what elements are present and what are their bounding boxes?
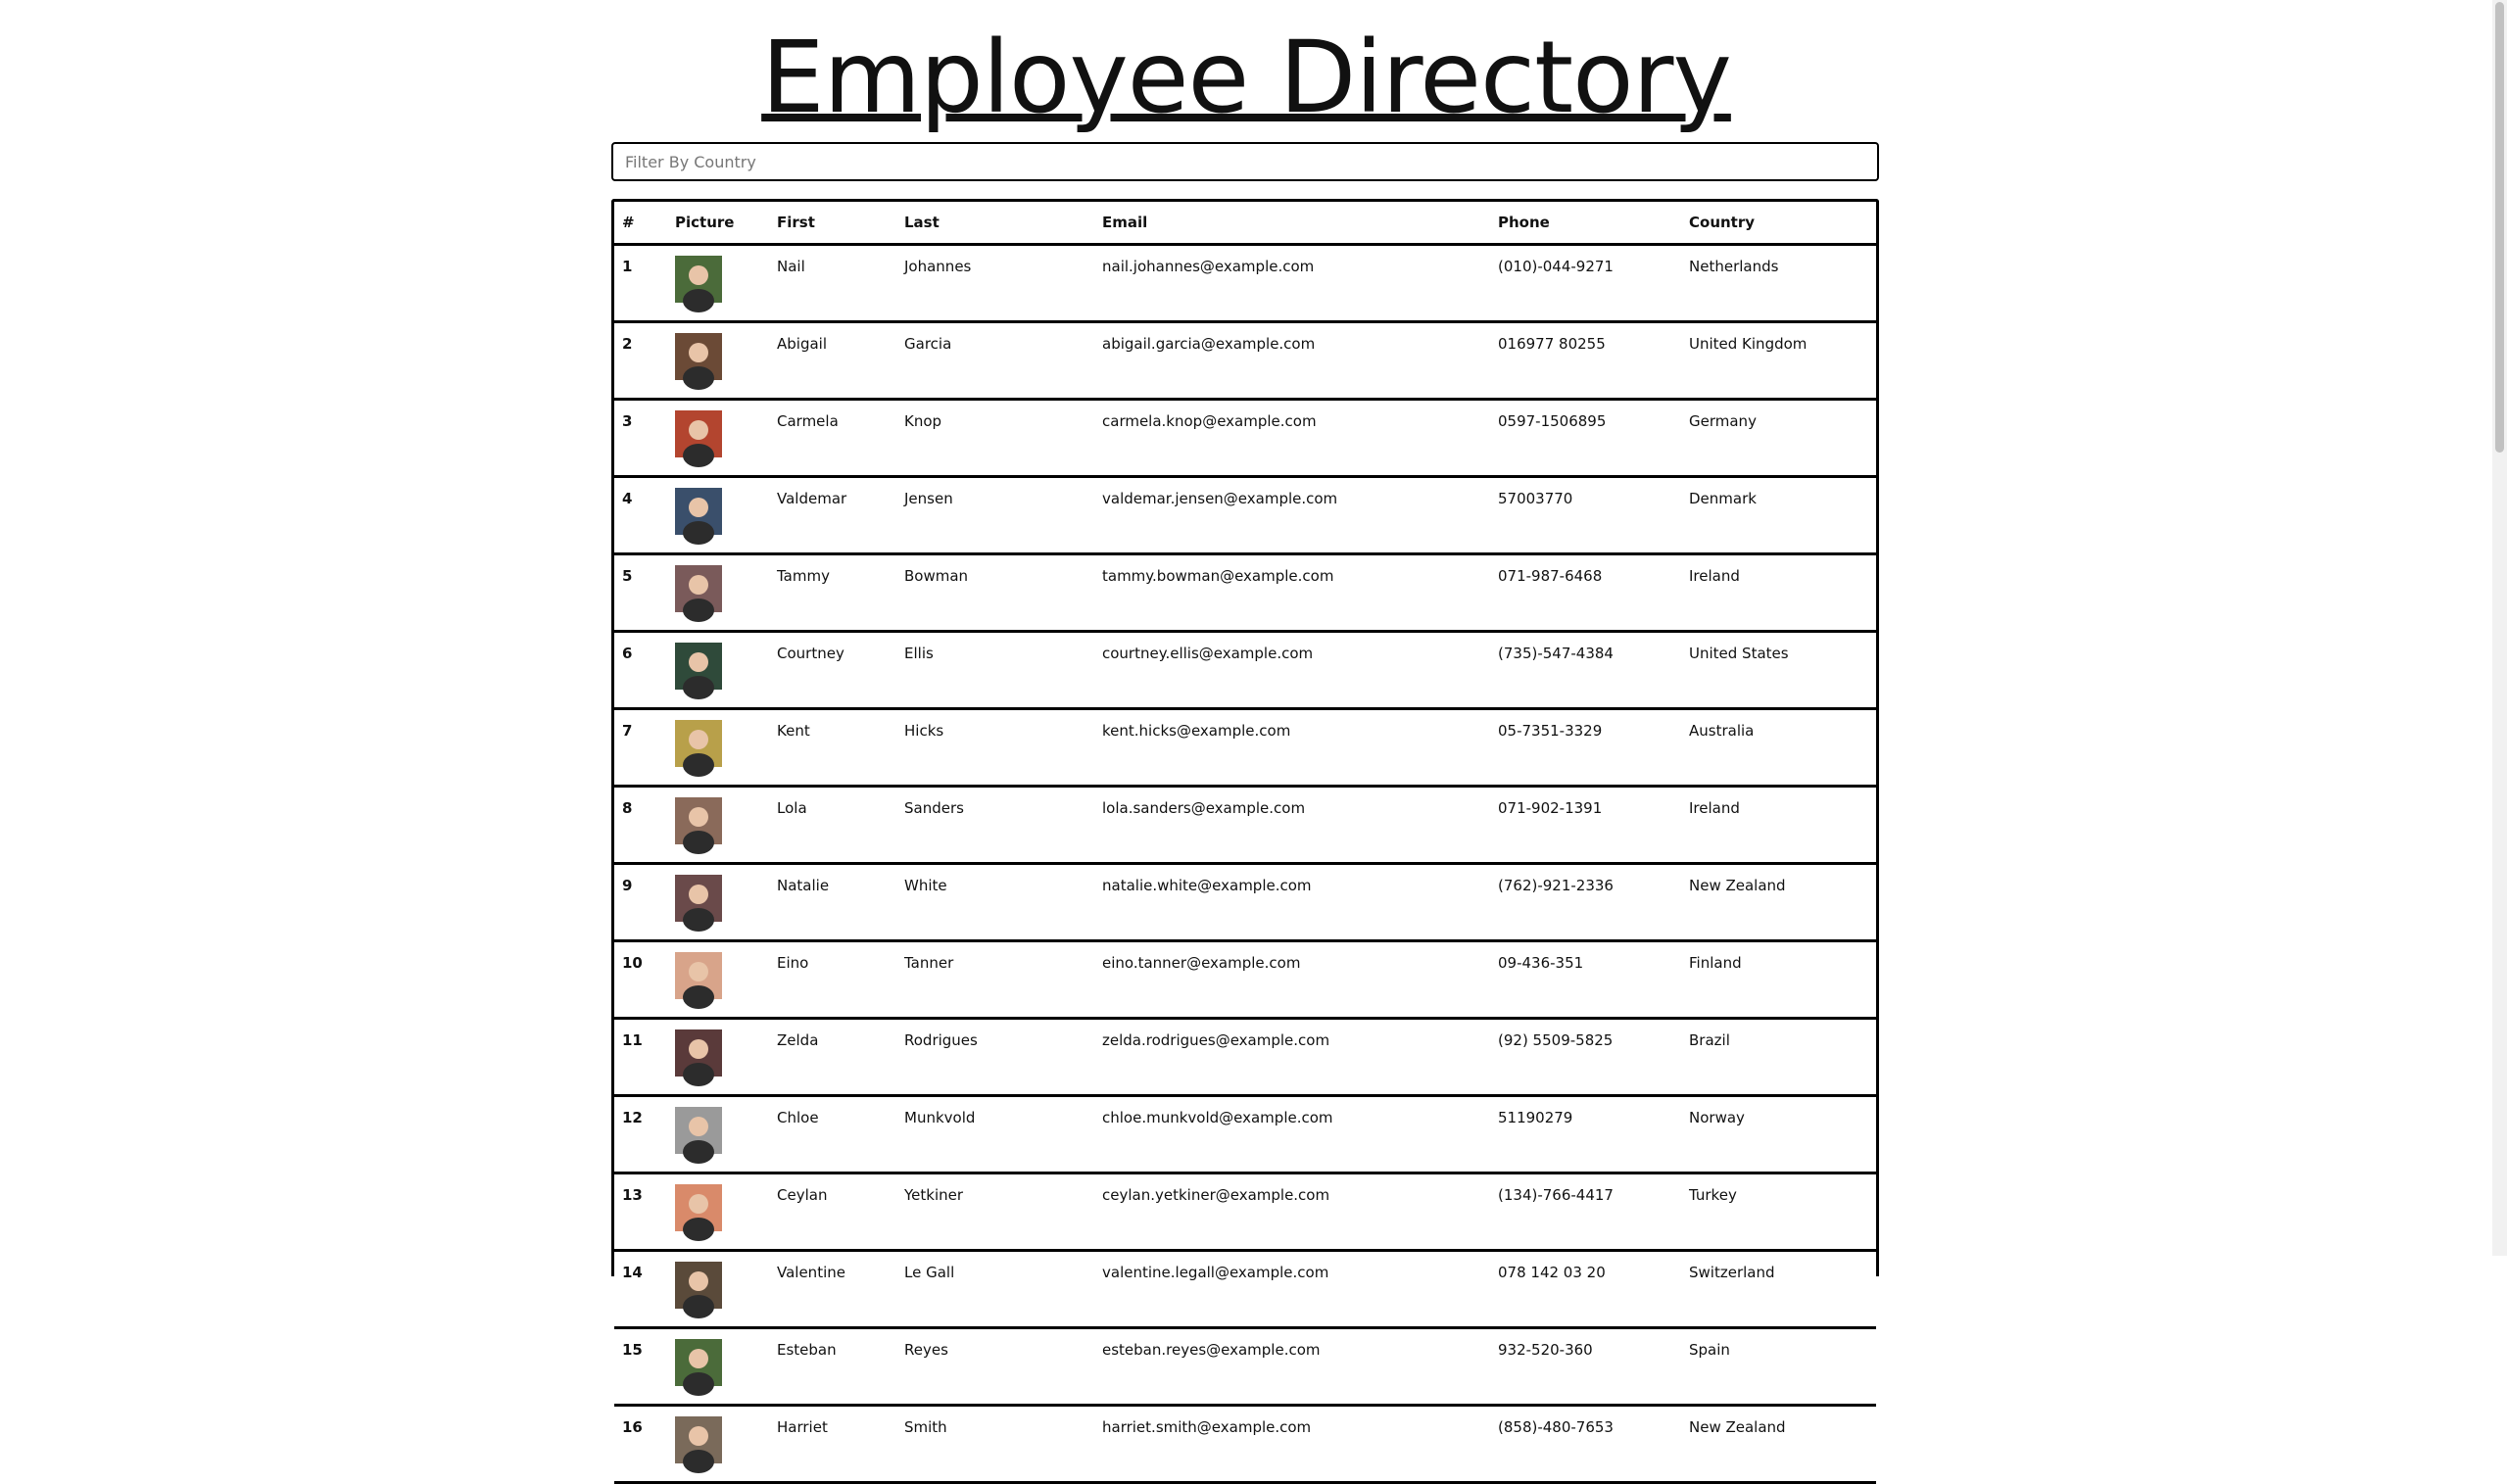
table-header-row xyxy=(614,202,1876,245)
cell-num: 12 xyxy=(614,1096,667,1173)
table-row xyxy=(614,400,1876,477)
cell-last: Reyes xyxy=(896,1328,1094,1406)
cell-phone: 05-7351-3329 xyxy=(1490,709,1681,787)
cell-country: Turkey xyxy=(1681,1173,1876,1251)
cell-phone: 51190279 xyxy=(1490,1096,1681,1173)
cell-phone: 932-520-360 xyxy=(1490,1328,1681,1406)
cell-num: 8 xyxy=(614,787,667,864)
cell-country: Germany xyxy=(1681,400,1876,477)
cell-country: Australia xyxy=(1681,709,1876,787)
cell-email: kent.hicks@example.com xyxy=(1094,709,1490,787)
cell-num: 15 xyxy=(614,1328,667,1406)
table-row xyxy=(614,245,1876,322)
cell-num: 11 xyxy=(614,1019,667,1096)
cell-country: Ireland xyxy=(1681,787,1876,864)
cell-picture xyxy=(667,1096,769,1173)
avatar-icon xyxy=(675,1339,722,1386)
cell-num: 4 xyxy=(614,477,667,554)
avatar-icon xyxy=(675,720,722,767)
cell-phone: 071-987-6468 xyxy=(1490,554,1681,632)
header-num[interactable]: # xyxy=(614,202,667,245)
cell-email: valentine.legall@example.com xyxy=(1094,1251,1490,1328)
cell-first: Zelda xyxy=(769,1019,896,1096)
cell-num: 10 xyxy=(614,941,667,1019)
cell-first: Valdemar xyxy=(769,477,896,554)
header-phone[interactable]: Phone xyxy=(1490,202,1681,245)
cell-email: zelda.rodrigues@example.com xyxy=(1094,1019,1490,1096)
cell-picture xyxy=(667,400,769,477)
cell-first: Tammy xyxy=(769,554,896,632)
avatar-icon xyxy=(675,875,722,922)
cell-email: nail.johannes@example.com xyxy=(1094,245,1490,322)
header-picture: Picture xyxy=(667,202,769,245)
cell-phone: 57003770 xyxy=(1490,477,1681,554)
avatar-icon xyxy=(675,1416,722,1463)
cell-num: 13 xyxy=(614,1173,667,1251)
avatar-icon xyxy=(675,333,722,380)
cell-country: Spain xyxy=(1681,1328,1876,1406)
cell-first: Eino xyxy=(769,941,896,1019)
table-row xyxy=(614,1328,1876,1406)
cell-country: New Zealand xyxy=(1681,864,1876,941)
cell-last: Yetkiner xyxy=(896,1173,1094,1251)
cell-last: Johannes xyxy=(896,245,1094,322)
avatar-icon xyxy=(675,565,722,612)
cell-last: Hicks xyxy=(896,709,1094,787)
table-row xyxy=(614,864,1876,941)
cell-country: New Zealand xyxy=(1681,1406,1876,1483)
cell-phone: (134)-766-4417 xyxy=(1490,1173,1681,1251)
cell-last: Knop xyxy=(896,400,1094,477)
scrollbar-thumb[interactable] xyxy=(2495,2,2504,453)
cell-picture xyxy=(667,1328,769,1406)
cell-num: 1 xyxy=(614,245,667,322)
cell-last: Bowman xyxy=(896,554,1094,632)
cell-first: Abigail xyxy=(769,322,896,400)
cell-picture xyxy=(667,245,769,322)
cell-country: Switzerland xyxy=(1681,1251,1876,1328)
page-scrollbar[interactable] xyxy=(2492,0,2507,1256)
cell-last: Le Gall xyxy=(896,1251,1094,1328)
table-row xyxy=(614,1173,1876,1251)
cell-country: United States xyxy=(1681,632,1876,709)
cell-country: Norway xyxy=(1681,1096,1876,1173)
cell-email: carmela.knop@example.com xyxy=(1094,400,1490,477)
avatar-icon xyxy=(675,952,722,999)
header-last[interactable]: Last xyxy=(896,202,1094,245)
cell-email: natalie.white@example.com xyxy=(1094,864,1490,941)
cell-first: Courtney xyxy=(769,632,896,709)
cell-picture xyxy=(667,941,769,1019)
cell-phone: 016977 80255 xyxy=(1490,322,1681,400)
cell-email: lola.sanders@example.com xyxy=(1094,787,1490,864)
cell-picture xyxy=(667,1173,769,1251)
cell-phone: (858)-480-7653 xyxy=(1490,1406,1681,1483)
page-title: Employee Directory xyxy=(761,20,1731,136)
cell-first: Carmela xyxy=(769,400,896,477)
cell-picture xyxy=(667,477,769,554)
cell-phone: (735)-547-4384 xyxy=(1490,632,1681,709)
cell-num: 9 xyxy=(614,864,667,941)
cell-email: harriet.smith@example.com xyxy=(1094,1406,1490,1483)
cell-num: 7 xyxy=(614,709,667,787)
table-row xyxy=(614,1251,1876,1328)
header-first[interactable]: First xyxy=(769,202,896,245)
cell-picture xyxy=(667,322,769,400)
cell-country: United Kingdom xyxy=(1681,322,1876,400)
cell-email: tammy.bowman@example.com xyxy=(1094,554,1490,632)
cell-last: White xyxy=(896,864,1094,941)
cell-last: Munkvold xyxy=(896,1096,1094,1173)
cell-first: Nail xyxy=(769,245,896,322)
cell-last: Ellis xyxy=(896,632,1094,709)
cell-first: Natalie xyxy=(769,864,896,941)
avatar-icon xyxy=(675,1029,722,1077)
cell-picture xyxy=(667,787,769,864)
avatar-icon xyxy=(675,1262,722,1309)
cell-last: Jensen xyxy=(896,477,1094,554)
table-row xyxy=(614,322,1876,400)
cell-phone: (92) 5509-5825 xyxy=(1490,1019,1681,1096)
cell-picture xyxy=(667,1019,769,1096)
cell-num: 2 xyxy=(614,322,667,400)
cell-email: valdemar.jensen@example.com xyxy=(1094,477,1490,554)
cell-country: Finland xyxy=(1681,941,1876,1019)
table-row xyxy=(614,554,1876,632)
avatar-icon xyxy=(675,410,722,457)
avatar-icon xyxy=(675,488,722,535)
cell-num: 16 xyxy=(614,1406,667,1483)
cell-country: Netherlands xyxy=(1681,245,1876,322)
cell-picture xyxy=(667,1406,769,1483)
cell-first: Kent xyxy=(769,709,896,787)
cell-picture xyxy=(667,864,769,941)
table-row xyxy=(614,1406,1876,1483)
cell-phone: (762)-921-2336 xyxy=(1490,864,1681,941)
cell-phone: 09-436-351 xyxy=(1490,941,1681,1019)
cell-first: Valentine xyxy=(769,1251,896,1328)
cell-last: Garcia xyxy=(896,322,1094,400)
header-email[interactable]: Email xyxy=(1094,202,1490,245)
avatar-icon xyxy=(675,256,722,303)
cell-num: 5 xyxy=(614,554,667,632)
cell-email: esteban.reyes@example.com xyxy=(1094,1328,1490,1406)
cell-phone: 0597-1506895 xyxy=(1490,400,1681,477)
cell-first: Harriet xyxy=(769,1406,896,1483)
cell-country: Ireland xyxy=(1681,554,1876,632)
cell-first: Chloe xyxy=(769,1096,896,1173)
cell-email: abigail.garcia@example.com xyxy=(1094,322,1490,400)
cell-num: 3 xyxy=(614,400,667,477)
cell-first: Lola xyxy=(769,787,896,864)
cell-phone: (010)-044-9271 xyxy=(1490,245,1681,322)
table-row xyxy=(614,941,1876,1019)
employee-table xyxy=(614,202,1876,1484)
cell-last: Rodrigues xyxy=(896,1019,1094,1096)
avatar-icon xyxy=(675,797,722,844)
cell-last: Tanner xyxy=(896,941,1094,1019)
cell-email: eino.tanner@example.com xyxy=(1094,941,1490,1019)
cell-picture xyxy=(667,632,769,709)
avatar-icon xyxy=(675,643,722,690)
avatar-icon xyxy=(675,1107,722,1154)
cell-first: Esteban xyxy=(769,1328,896,1406)
avatar-icon xyxy=(675,1184,722,1231)
cell-email: courtney.ellis@example.com xyxy=(1094,632,1490,709)
cell-phone: 078 142 03 20 xyxy=(1490,1251,1681,1328)
cell-email: chloe.munkvold@example.com xyxy=(1094,1096,1490,1173)
cell-country: Brazil xyxy=(1681,1019,1876,1096)
cell-picture xyxy=(667,1251,769,1328)
table-row xyxy=(614,787,1876,864)
cell-last: Sanders xyxy=(896,787,1094,864)
header-country[interactable]: Country xyxy=(1681,202,1876,245)
cell-email: ceylan.yetkiner@example.com xyxy=(1094,1173,1490,1251)
cell-last: Smith xyxy=(896,1406,1094,1483)
country-filter-input[interactable] xyxy=(611,142,1879,181)
table-row xyxy=(614,477,1876,554)
cell-first: Ceylan xyxy=(769,1173,896,1251)
table-row xyxy=(614,709,1876,787)
cell-phone: 071-902-1391 xyxy=(1490,787,1681,864)
cell-num: 6 xyxy=(614,632,667,709)
employee-table-container xyxy=(611,199,1879,1436)
cell-picture xyxy=(667,554,769,632)
table-row xyxy=(614,1096,1876,1173)
cell-picture xyxy=(667,709,769,787)
cell-country: Denmark xyxy=(1681,477,1876,554)
cell-num: 14 xyxy=(614,1251,667,1328)
table-row xyxy=(614,1019,1876,1096)
table-row xyxy=(614,632,1876,709)
